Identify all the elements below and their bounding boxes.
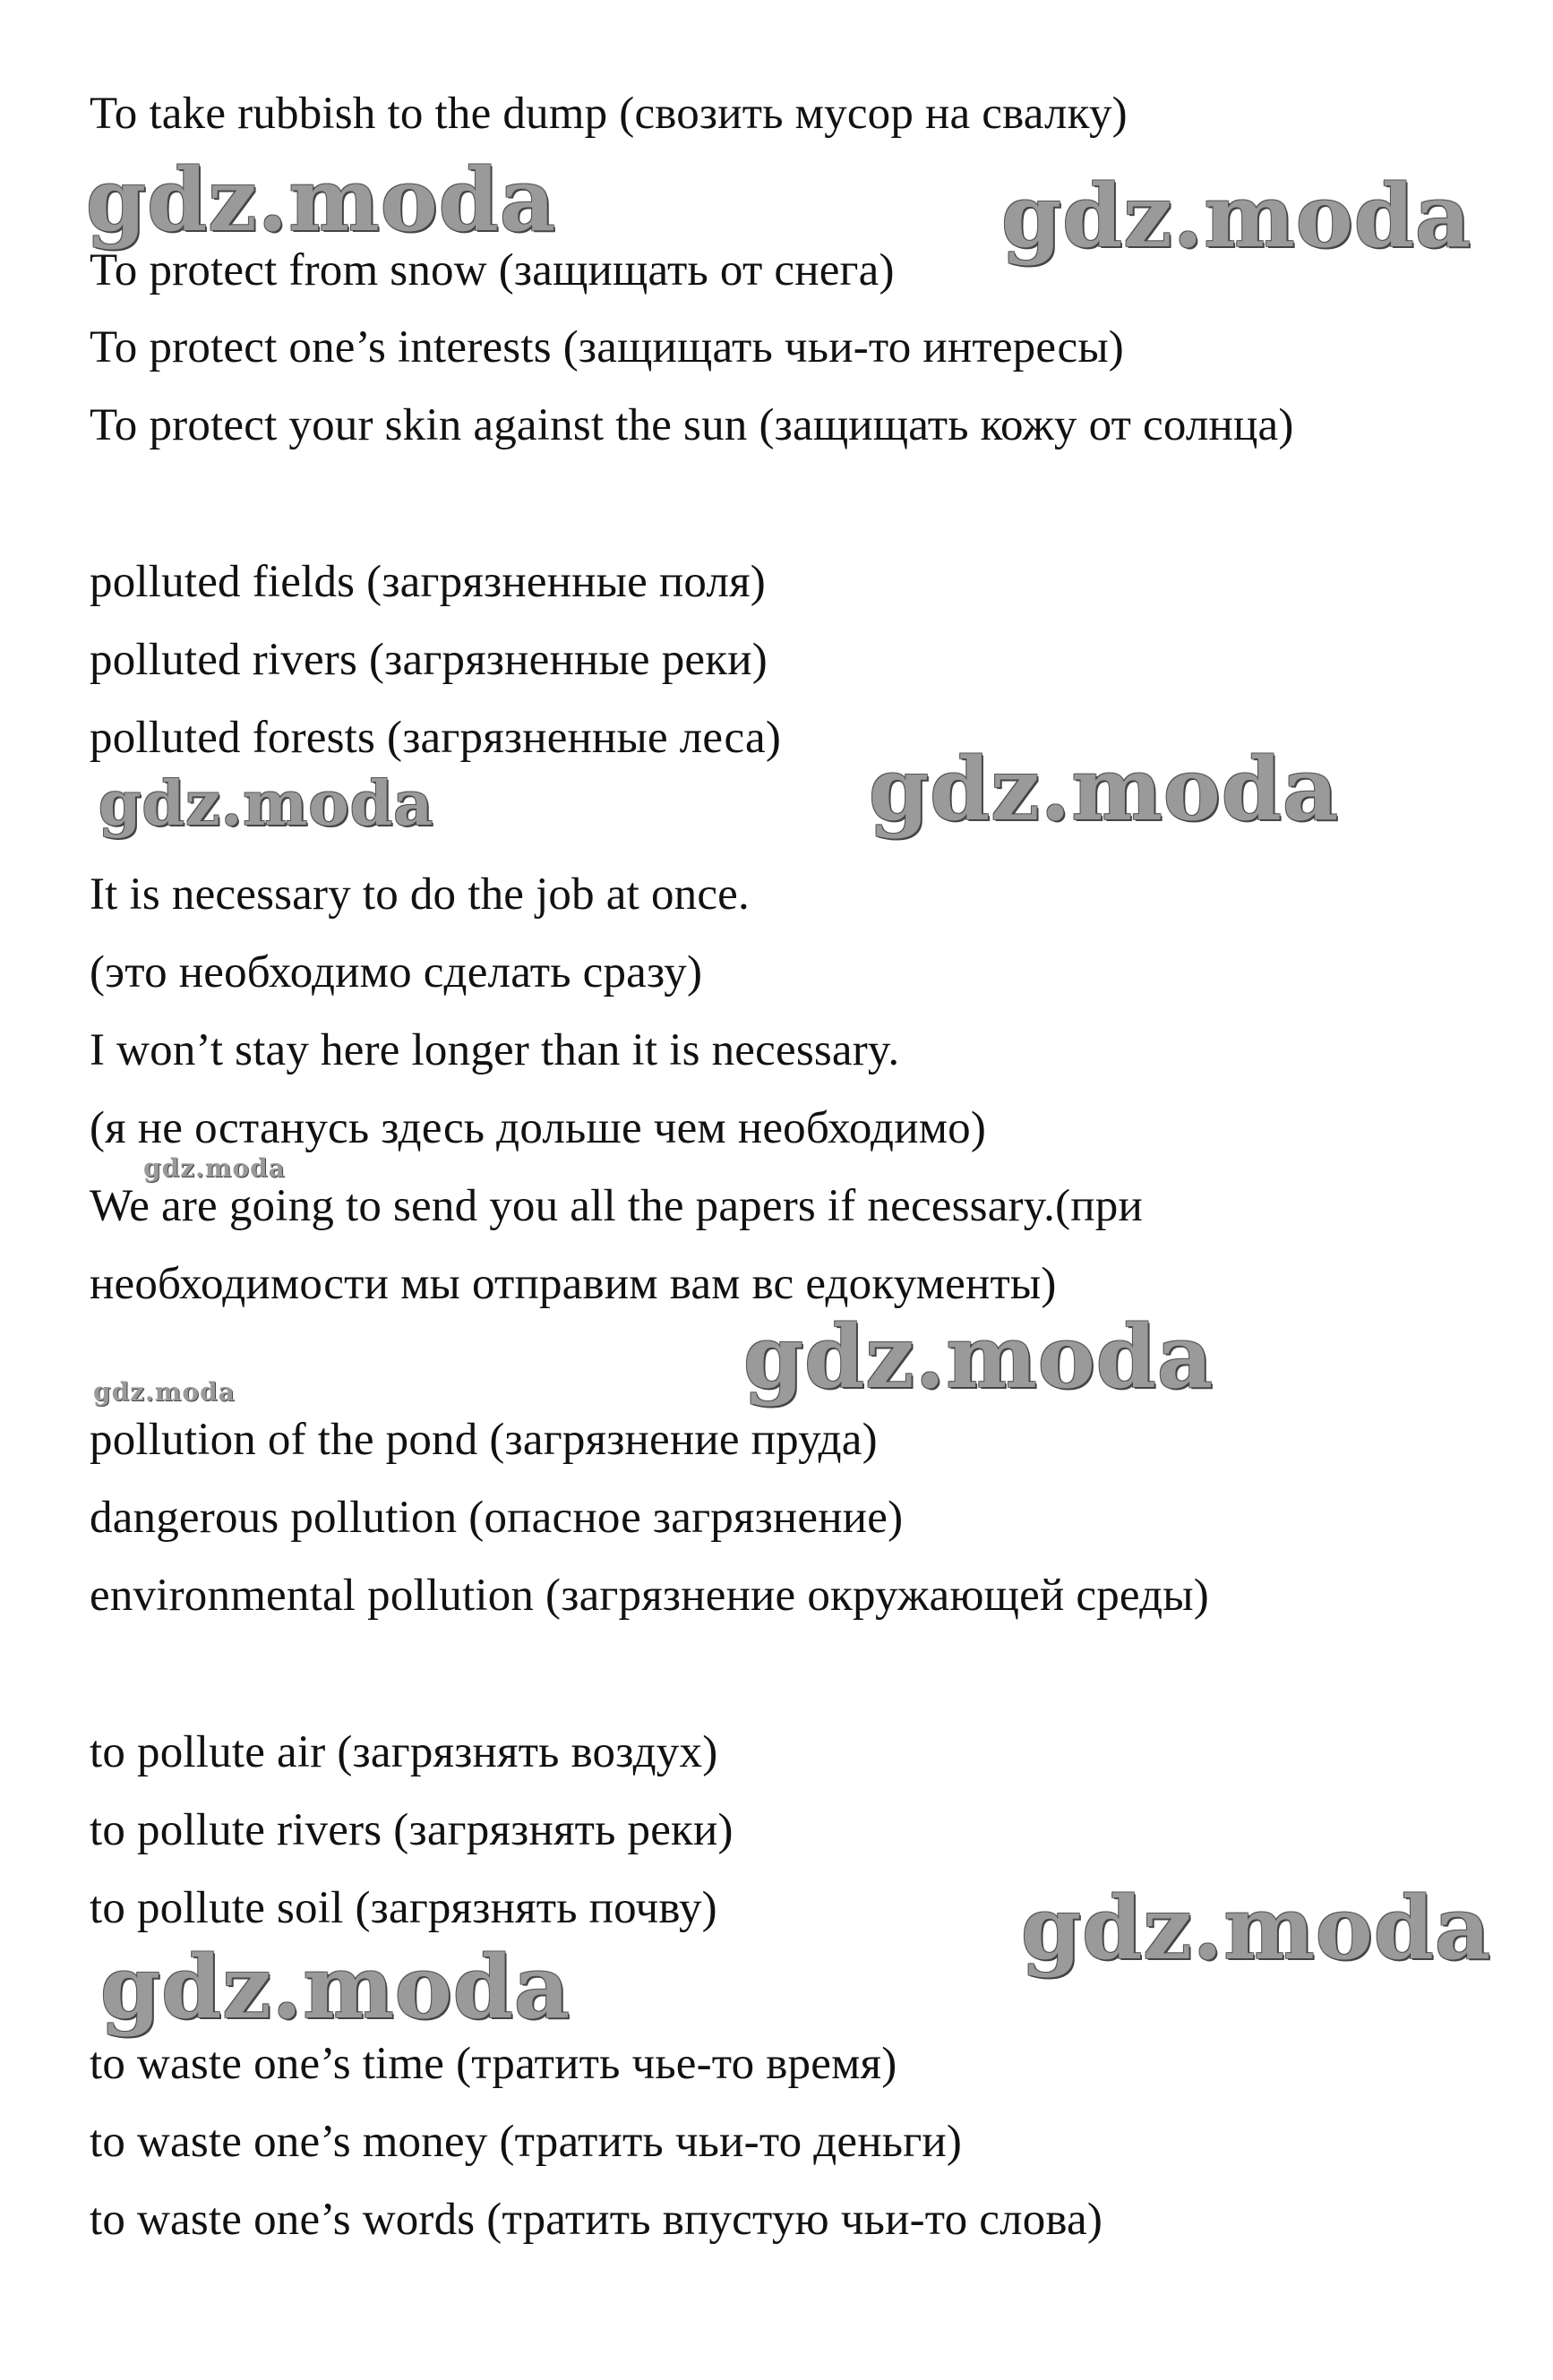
text-line: необходимости мы отправим вам вс едокументы) bbox=[90, 1259, 1057, 1309]
text-line: We are going to send you all the papers if necessary.(при bbox=[90, 1181, 1143, 1231]
text-line: To take rubbish to the dump (свозить мусор на свалку) bbox=[90, 89, 1128, 139]
watermark: gdz.moda bbox=[100, 1937, 571, 2038]
watermark: gdz.moda bbox=[93, 1377, 236, 1407]
text-line: dangerous pollution (опасное загрязнение) bbox=[90, 1493, 904, 1543]
watermark: gdz.moda bbox=[869, 739, 1340, 840]
text-line: polluted fields (загрязненные поля) bbox=[90, 557, 766, 607]
text-line: To protect one’s interests (защищать чьи-то интересы) bbox=[90, 322, 1124, 372]
watermark: gdz.moda bbox=[1021, 1878, 1492, 1979]
text-line: to waste one’s words (тратить впустую чьи-то слова) bbox=[90, 2195, 1103, 2245]
text-line: to pollute soil (загрязнять почву) bbox=[90, 1883, 717, 1933]
watermark: gdz.moda bbox=[743, 1306, 1214, 1408]
text-line: To protect from snow (защищать от снега) bbox=[90, 245, 895, 295]
text-line: polluted rivers (загрязненные реки) bbox=[90, 635, 768, 685]
text-line: It is necessary to do the job at once. bbox=[90, 869, 750, 920]
text-line: (я не останусь здесь дольше чем необходимо) bbox=[90, 1103, 987, 1153]
text-line: to pollute rivers (загрязнять реки) bbox=[90, 1805, 734, 1855]
text-line: to pollute air (загрязнять воздух) bbox=[90, 1727, 718, 1777]
text-line: pollution of the pond (загрязнение пруда) bbox=[90, 1415, 878, 1465]
text-line: to waste one’s money (тратить чьи-то деньги) bbox=[90, 2117, 963, 2167]
watermark: gdz.moda bbox=[1001, 166, 1472, 267]
watermark: gdz.moda bbox=[86, 150, 557, 251]
watermark: gdz.moda bbox=[143, 1153, 286, 1183]
text-line: To protect your skin against the sun (защищать кожу от солнца) bbox=[90, 400, 1294, 450]
text-line: polluted forests (загрязненные леса) bbox=[90, 713, 782, 763]
text-line: I won’t stay here longer than it is necessary. bbox=[90, 1025, 900, 1075]
text-line: (это необходимо сделать сразу) bbox=[90, 947, 703, 997]
watermark: gdz.moda bbox=[99, 768, 434, 840]
text-line: to waste one’s time (тратить чье-то время) bbox=[90, 2039, 897, 2089]
text-line: environmental pollution (загрязнение окружающей среды) bbox=[90, 1571, 1209, 1621]
